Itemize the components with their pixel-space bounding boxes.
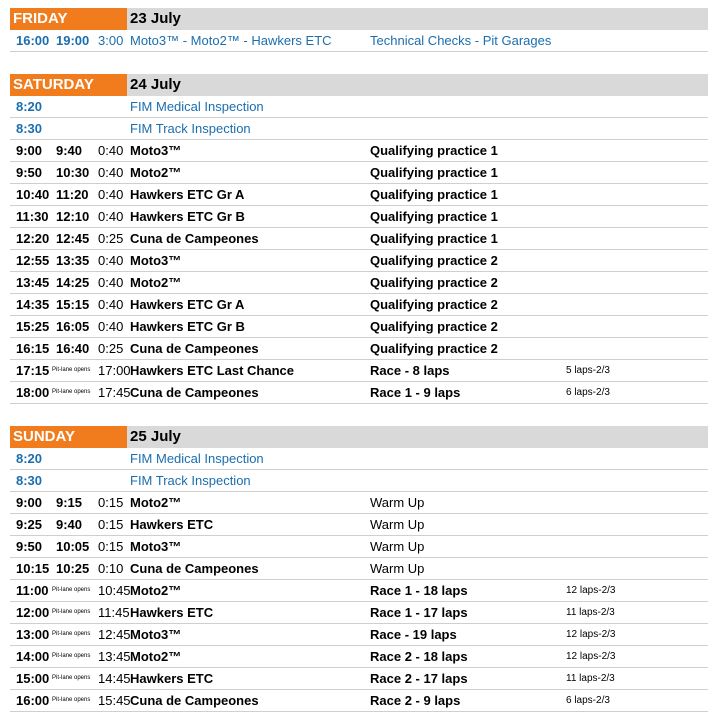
session-name: Warm Up bbox=[370, 539, 425, 554]
session-name: Race 1 - 17 laps bbox=[370, 605, 468, 620]
start-time: 10:40 bbox=[16, 187, 50, 202]
start-time: 15:25 bbox=[16, 319, 50, 334]
start-time: 10:15 bbox=[16, 561, 50, 576]
schedule-row bbox=[10, 514, 708, 536]
friday-header bbox=[10, 8, 708, 30]
duration: 0:15 bbox=[98, 495, 124, 510]
lap-info: 11 laps-2/3 bbox=[566, 673, 615, 684]
class-name: Moto3™ bbox=[130, 253, 182, 268]
duration: 0:40 bbox=[98, 209, 124, 224]
start-time: 11:00 bbox=[16, 583, 49, 598]
schedule-row bbox=[10, 140, 708, 162]
end-time: 14:25 bbox=[56, 275, 90, 290]
schedule-row bbox=[10, 96, 708, 118]
saturday-section bbox=[10, 74, 708, 404]
lap-info: 6 laps-2/3 bbox=[566, 695, 610, 706]
day-label: SUNDAY bbox=[10, 426, 127, 448]
start-time: 18:00 bbox=[16, 385, 50, 400]
class-name: Moto2™ bbox=[130, 495, 182, 510]
schedule-row bbox=[10, 668, 708, 690]
start-time: 9:25 bbox=[16, 517, 43, 532]
duration: 17:00 bbox=[98, 363, 131, 378]
schedule-row bbox=[10, 316, 708, 338]
schedule-row bbox=[10, 382, 708, 404]
schedule-row bbox=[10, 30, 708, 52]
class-name: Moto2™ bbox=[130, 275, 182, 290]
pit-lane-note: Pit-lane opens bbox=[52, 697, 91, 703]
end-time: 13:35 bbox=[56, 253, 90, 268]
date-label: 25 July bbox=[130, 428, 181, 445]
class-name: Cuna de Campeones bbox=[130, 561, 259, 576]
session-name: Qualifying practice 2 bbox=[370, 253, 498, 268]
session-name: Race 1 - 18 laps bbox=[370, 583, 468, 598]
start-time: 16:00 bbox=[16, 33, 50, 48]
class-name: Hawkers ETC Last Chance bbox=[130, 363, 295, 378]
sunday-section bbox=[10, 426, 708, 712]
class-name: Hawkers ETC bbox=[130, 671, 214, 686]
schedule-row bbox=[10, 162, 708, 184]
session-name: Technical Checks - Pit Garages bbox=[370, 33, 552, 48]
start-time: 12:00 bbox=[16, 605, 50, 620]
start-time: 13:00 bbox=[16, 627, 50, 642]
end-time: 12:10 bbox=[56, 209, 90, 224]
session-name: Qualifying practice 1 bbox=[370, 209, 498, 224]
session-name: Qualifying practice 2 bbox=[370, 319, 498, 334]
class-name: Moto2™ bbox=[130, 649, 182, 664]
end-time: 11:20 bbox=[56, 187, 89, 202]
pit-lane-note: Pit-lane opens bbox=[52, 367, 91, 373]
class-name: FIM Track Inspection bbox=[130, 473, 251, 488]
duration: 0:40 bbox=[98, 187, 124, 202]
end-time: 9:40 bbox=[56, 143, 83, 158]
class-name: Hawkers ETC bbox=[130, 605, 214, 620]
class-name: Hawkers ETC Gr B bbox=[130, 319, 245, 334]
lap-info: 12 laps-2/3 bbox=[566, 585, 616, 596]
start-time: 15:00 bbox=[16, 671, 50, 686]
duration: 0:40 bbox=[98, 297, 124, 312]
duration: 0:40 bbox=[98, 253, 124, 268]
schedule-row bbox=[10, 624, 708, 646]
class-name: Moto2™ bbox=[130, 583, 182, 598]
class-name: Hawkers ETC Gr B bbox=[130, 209, 245, 224]
start-time: 11:30 bbox=[16, 209, 49, 224]
start-time: 13:45 bbox=[16, 275, 50, 290]
duration: 12:45 bbox=[98, 627, 131, 642]
class-name: Moto3™ - Moto2™ - Hawkers ETC bbox=[130, 33, 332, 48]
class-name: Cuna de Campeones bbox=[130, 385, 259, 400]
duration: 3:00 bbox=[98, 33, 124, 48]
lap-info: 12 laps-2/3 bbox=[566, 629, 616, 640]
start-time: 17:15 bbox=[16, 363, 50, 378]
schedule-row bbox=[10, 646, 708, 668]
pit-lane-note: Pit-lane opens bbox=[52, 609, 91, 615]
duration: 0:25 bbox=[98, 231, 124, 246]
class-name: Moto3™ bbox=[130, 539, 182, 554]
session-name: Qualifying practice 2 bbox=[370, 341, 498, 356]
class-name: Cuna de Campeones bbox=[130, 231, 259, 246]
schedule-row bbox=[10, 118, 708, 140]
duration: 0:40 bbox=[98, 275, 124, 290]
session-name: Race 2 - 9 laps bbox=[370, 693, 461, 708]
pit-lane-note: Pit-lane opens bbox=[52, 631, 91, 637]
session-name: Qualifying practice 1 bbox=[370, 143, 498, 158]
pit-lane-note: Pit-lane opens bbox=[52, 653, 91, 659]
session-name: Warm Up bbox=[370, 495, 425, 510]
saturday-header bbox=[10, 74, 708, 96]
schedule-row bbox=[10, 250, 708, 272]
duration: 15:45 bbox=[98, 693, 131, 708]
date-label: 23 July bbox=[130, 10, 181, 27]
lap-info: 12 laps-2/3 bbox=[566, 651, 616, 662]
end-time: 16:05 bbox=[56, 319, 90, 334]
pit-lane-note: Pit-lane opens bbox=[52, 675, 91, 681]
end-time: 10:25 bbox=[56, 561, 90, 576]
duration: 13:45 bbox=[98, 649, 131, 664]
session-name: Race - 19 laps bbox=[370, 627, 457, 642]
session-name: Qualifying practice 2 bbox=[370, 297, 498, 312]
start-time: 9:50 bbox=[16, 539, 43, 554]
start-time: 12:20 bbox=[16, 231, 50, 246]
sunday-header bbox=[10, 426, 708, 448]
lap-info: 11 laps-2/3 bbox=[566, 607, 615, 618]
session-name: Qualifying practice 1 bbox=[370, 187, 498, 202]
schedule-row bbox=[10, 448, 708, 470]
end-time: 15:15 bbox=[56, 297, 90, 312]
class-name: Hawkers ETC bbox=[130, 517, 214, 532]
class-name: Hawkers ETC Gr A bbox=[130, 187, 245, 202]
session-name: Qualifying practice 1 bbox=[370, 231, 498, 246]
duration: 0:25 bbox=[98, 341, 124, 356]
duration: 0:15 bbox=[98, 539, 124, 554]
end-time: 12:45 bbox=[56, 231, 90, 246]
duration: 0:40 bbox=[98, 143, 124, 158]
schedule-row bbox=[10, 228, 708, 250]
schedule-row bbox=[10, 360, 708, 382]
start-time: 12:55 bbox=[16, 253, 50, 268]
session-name: Qualifying practice 1 bbox=[370, 165, 498, 180]
lap-info: 5 laps-2/3 bbox=[566, 365, 610, 376]
end-time: 16:40 bbox=[56, 341, 90, 356]
schedule-row bbox=[10, 206, 708, 228]
schedule-row bbox=[10, 580, 708, 602]
duration: 0:10 bbox=[98, 561, 124, 576]
schedule-row bbox=[10, 184, 708, 206]
date-label: 24 July bbox=[130, 76, 181, 93]
session-name: Race 2 - 17 laps bbox=[370, 671, 468, 686]
start-time: 8:30 bbox=[16, 121, 43, 136]
end-time: 9:40 bbox=[56, 517, 83, 532]
end-time: 19:00 bbox=[56, 33, 90, 48]
end-time: 9:15 bbox=[56, 495, 83, 510]
day-label: SATURDAY bbox=[10, 74, 127, 96]
duration: 17:45 bbox=[98, 385, 131, 400]
start-time: 16:15 bbox=[16, 341, 50, 356]
start-time: 14:35 bbox=[16, 297, 50, 312]
start-time: 9:50 bbox=[16, 165, 43, 180]
start-time: 8:30 bbox=[16, 473, 43, 488]
class-name: Hawkers ETC Gr A bbox=[130, 297, 245, 312]
start-time: 8:20 bbox=[16, 99, 43, 114]
duration: 11:45 bbox=[98, 605, 130, 620]
schedule-row bbox=[10, 272, 708, 294]
schedule-row bbox=[10, 470, 708, 492]
schedule-row bbox=[10, 338, 708, 360]
schedule-row bbox=[10, 492, 708, 514]
lap-info: 6 laps-2/3 bbox=[566, 387, 610, 398]
schedule-row bbox=[10, 602, 708, 624]
pit-lane-note: Pit-lane opens bbox=[52, 587, 91, 593]
session-name: Qualifying practice 2 bbox=[370, 275, 498, 290]
schedule-row bbox=[10, 690, 708, 712]
class-name: Moto3™ bbox=[130, 627, 182, 642]
end-time: 10:30 bbox=[56, 165, 90, 180]
class-name: FIM Medical Inspection bbox=[130, 99, 264, 114]
start-time: 14:00 bbox=[16, 649, 50, 664]
class-name: FIM Medical Inspection bbox=[130, 451, 264, 466]
class-name: Moto2™ bbox=[130, 165, 182, 180]
schedule-row bbox=[10, 536, 708, 558]
schedule-row bbox=[10, 558, 708, 580]
session-name: Race - 8 laps bbox=[370, 363, 450, 378]
session-name: Race 1 - 9 laps bbox=[370, 385, 461, 400]
session-name: Warm Up bbox=[370, 517, 425, 532]
friday-section bbox=[10, 8, 708, 52]
duration: 14:45 bbox=[98, 671, 131, 686]
duration: 10:45 bbox=[98, 583, 131, 598]
pit-lane-note: Pit-lane opens bbox=[52, 389, 91, 395]
start-time: 9:00 bbox=[16, 143, 43, 158]
class-name: Cuna de Campeones bbox=[130, 693, 259, 708]
session-name: Race 2 - 18 laps bbox=[370, 649, 468, 664]
start-time: 16:00 bbox=[16, 693, 50, 708]
session-name: Warm Up bbox=[370, 561, 425, 576]
class-name: Cuna de Campeones bbox=[130, 341, 259, 356]
duration: 0:15 bbox=[98, 517, 124, 532]
start-time: 8:20 bbox=[16, 451, 43, 466]
duration: 0:40 bbox=[98, 319, 124, 334]
class-name: Moto3™ bbox=[130, 143, 182, 158]
start-time: 9:00 bbox=[16, 495, 43, 510]
end-time: 10:05 bbox=[56, 539, 90, 554]
day-label: FRIDAY bbox=[10, 8, 127, 30]
duration: 0:40 bbox=[98, 165, 124, 180]
class-name: FIM Track Inspection bbox=[130, 121, 251, 136]
schedule-row bbox=[10, 294, 708, 316]
